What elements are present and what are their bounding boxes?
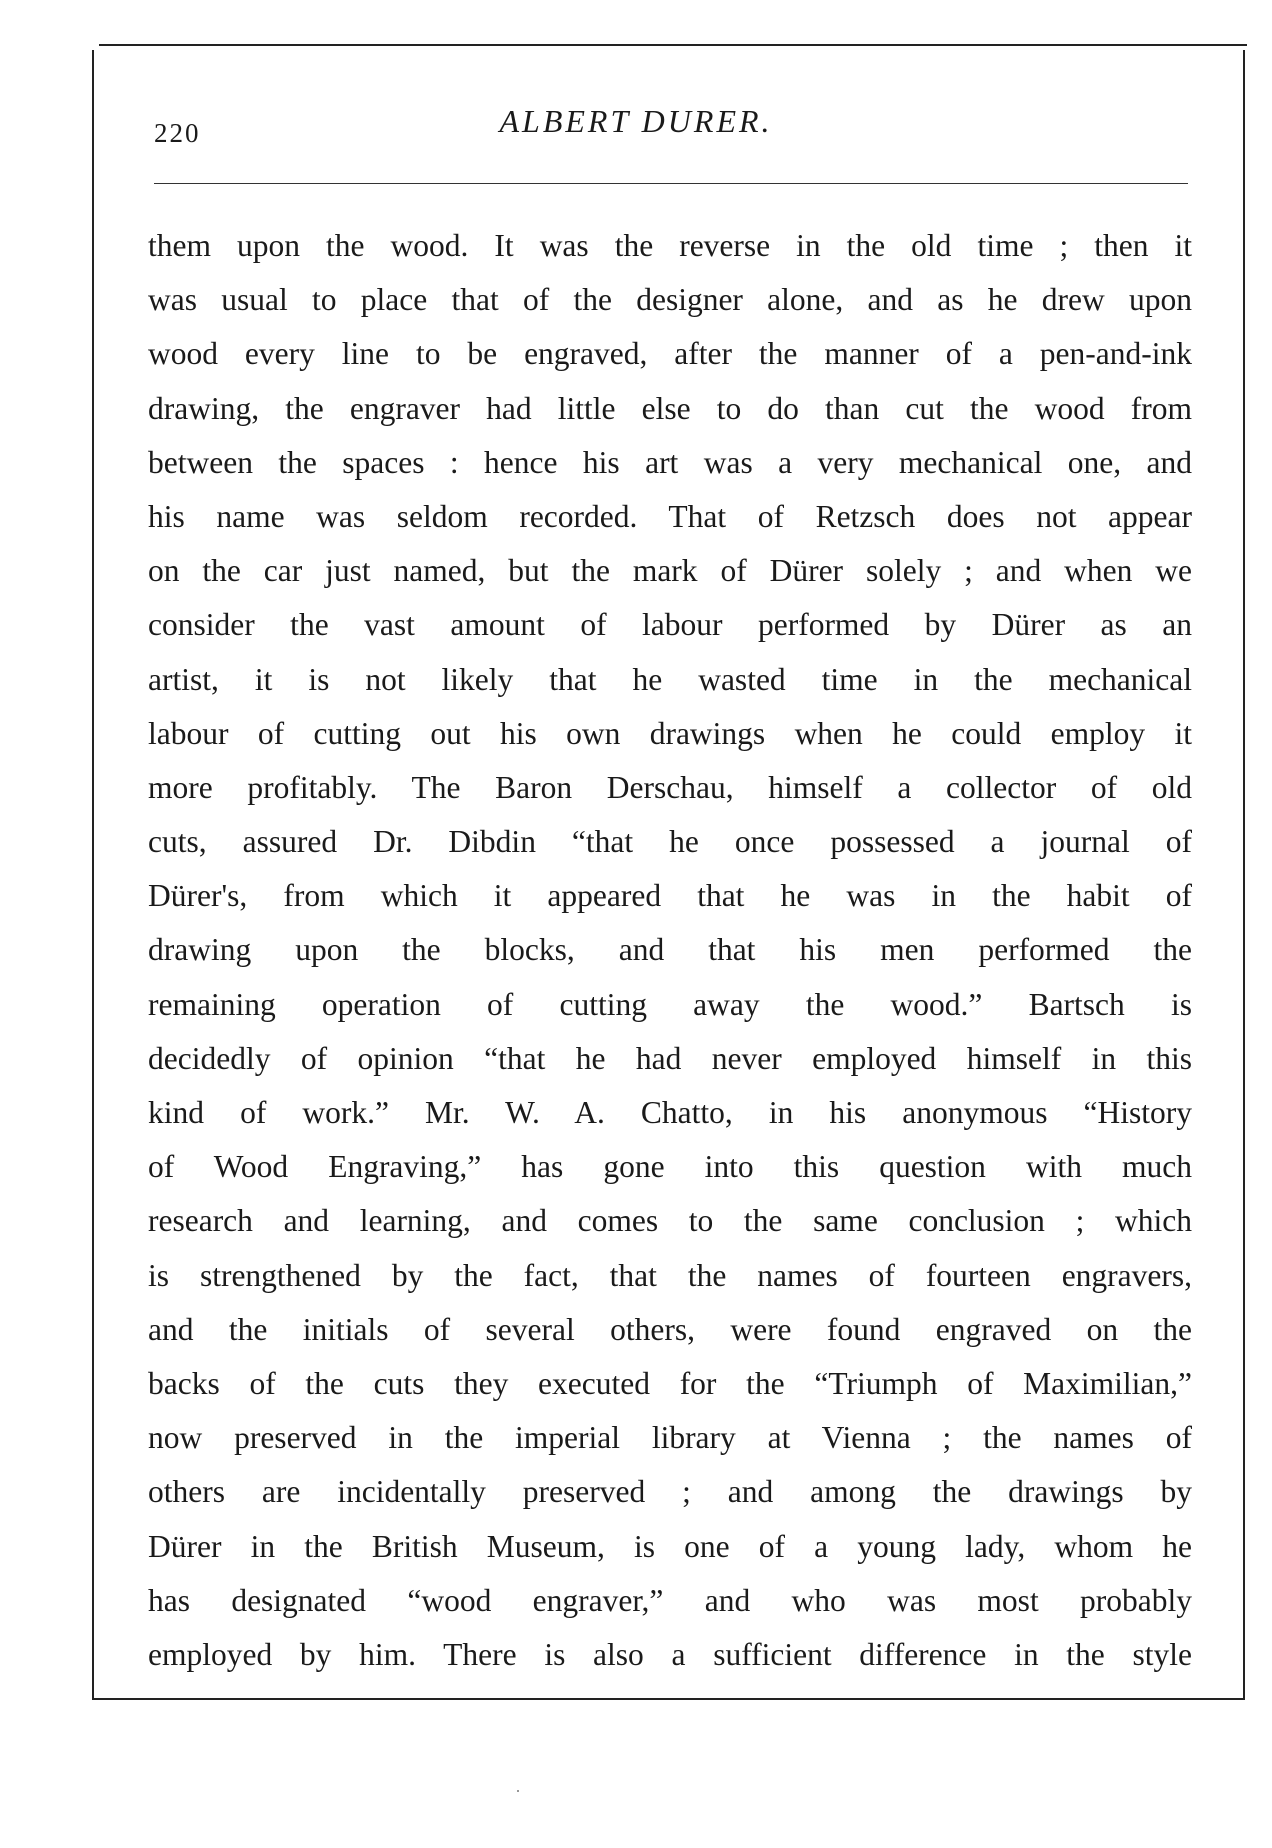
text-line: decidedly of opinion “that he had never employed himself in this [148,1040,1192,1076]
text-line: has designated “wood engraver,” and who was most probably [148,1582,1192,1618]
text-line: drawing upon the blocks, and that his men performed the [148,932,1192,968]
page-border-bottom [92,1698,1245,1700]
text-line: more profitably. The Baron Derschau, himself a collector of old [148,769,1192,805]
text-line: wood every line to be engraved, after the manner of a pen-and-ink [148,336,1192,372]
text-line: and the initials of several others, were found engraved on the [148,1311,1192,1347]
text-line: research and learning, and comes to the same conclusion ; which [148,1203,1192,1239]
header-rule [154,183,1188,184]
text-line: others are incidentally preserved ; and among the drawings by [148,1474,1192,1510]
text-line: is strengthened by the fact, that the names of fourteen engravers, [148,1257,1192,1293]
body-text [148,219,1192,1682]
text-line: them upon the wood. It was the reverse in the old time ; then it [148,228,1192,263]
text-line: drawing, the engraver had little else to do than cut the wood from [148,390,1192,426]
page-border-right [1243,50,1245,1700]
text-line: artist, it is not likely that he wasted time in the mechanical [148,661,1192,697]
text-line: his name was seldom recorded. That of Retzsch does not appear [148,498,1192,534]
text-line: now preserved in the imperial library at Vienna ; the names of [148,1420,1192,1456]
text-line: between the spaces : hence his art was a very mechanical one, and [148,444,1192,480]
text-line: on the car just named, but the mark of Dürer solely ; and when we [148,553,1192,589]
text-line: of Wood Engraving,” has gone into this question with much [148,1149,1192,1185]
page-border-left [92,50,94,1700]
text-line: Dürer's, from which it appeared that he was in the habit of [148,878,1192,914]
text-line: Dürer in the British Museum, is one of a young lady, whom he [148,1528,1192,1564]
text-line: remaining operation of cutting away the wood.” Bartsch is [148,986,1192,1022]
text-line: employed by him. There is also a sufficient difference in the style [148,1636,1192,1672]
text-line: consider the vast amount of labour performed by Dürer as an [148,607,1192,643]
page-border-top [99,44,1247,46]
text-line: labour of cutting out his own drawings when he could employ it [148,715,1192,751]
text-line: backs of the cuts they executed for the “Triumph of Maximilian,” [148,1365,1192,1401]
text-line: cuts, assured Dr. Dibdin “that he once possessed a journal of [148,824,1192,860]
text-line: was usual to place that of the designer alone, and as he drew upon [148,282,1192,318]
running-title: ALBERT DURER. [499,103,773,139]
scan-speck [517,1790,519,1792]
page-number: 220 [154,118,201,148]
text-line: kind of work.” Mr. W. A. Chatto, in his anonymous “History [148,1095,1192,1130]
